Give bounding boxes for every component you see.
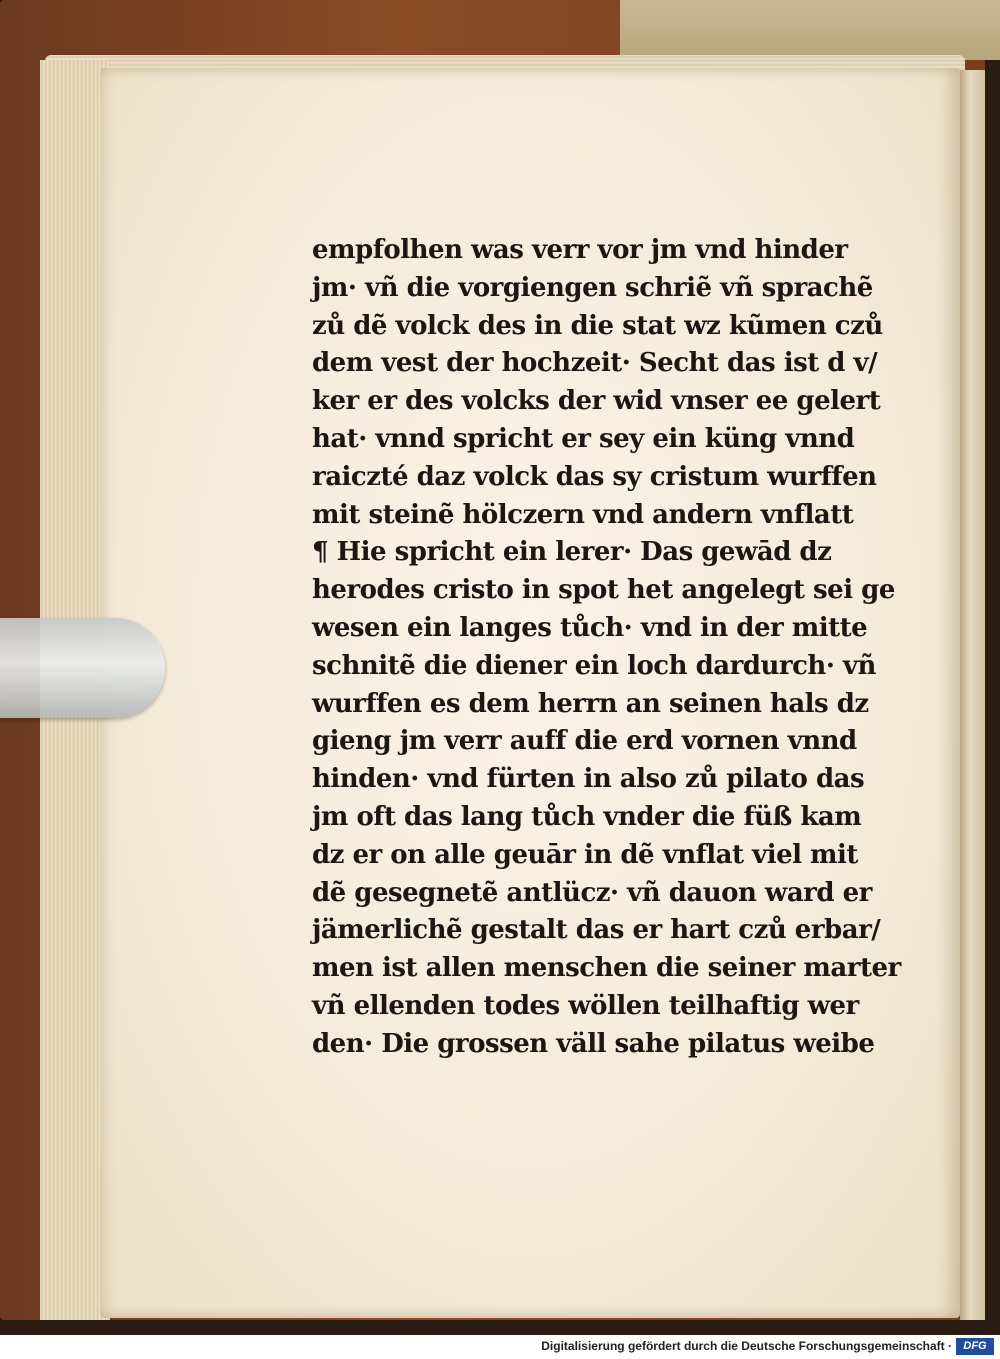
text-line: empfolhen was verr vor jm vnd hinder xyxy=(312,235,848,265)
page-holder-tab xyxy=(0,618,165,718)
text-line: ker er des volcks der wid vnser ee gelert xyxy=(312,386,881,417)
text-line: raiczté daz volck das sy cristum wurffen xyxy=(312,461,877,492)
text-line-with-paragraph-mark xyxy=(312,534,912,572)
text-line: men ist allen menschen die seiner marter xyxy=(312,953,901,984)
text-line: zů dẽ volck des in die stat wz kũmen czů xyxy=(312,310,883,341)
paragraph-mark-icon: ¶ xyxy=(312,537,329,568)
text-line: dẽ gesegnetẽ antlücz· vñ dauon ward er xyxy=(312,877,872,908)
text-line: wesen ein langes tůch· vnd in der mitte xyxy=(312,612,868,643)
text-line: schnitẽ die diener ein loch dardurch· vñ xyxy=(312,650,876,681)
text-line: jämerlichẽ gestalt das er hart czů erbar/ xyxy=(312,915,881,946)
text-line: wurffen es dem herrn an seinen hals dz xyxy=(312,688,869,719)
text-line-content: Hie spricht ein lerer· Das gewād dz xyxy=(336,537,832,568)
text-line: jm oft das lang tůch vnder die füß kam xyxy=(312,801,862,832)
binding-gutter xyxy=(960,70,985,1320)
text-line: gieng jm verr auff die erd vornen vnnd xyxy=(312,726,857,757)
text-line: dz er on alle geuār in dẽ vnflat viel mit xyxy=(312,839,858,870)
text-line: herodes cristo in spot het angelegt sei ge xyxy=(312,575,895,606)
text-line: jm· vñ die vorgiengen schriẽ vñ sprachẽ xyxy=(312,272,873,303)
funding-notice: Digitalisierung gefördert durch die Deutsche Forschungsgemeinschaft · xyxy=(541,1339,952,1353)
text-line: hat· vnnd spricht er sey ein küng vnnd xyxy=(312,423,855,454)
text-line: hinden· vnd fürten in also zů pilato das xyxy=(312,764,865,795)
text-line: vñ ellenden todes wöllen teilhaftig wer xyxy=(312,990,859,1021)
text-line: den· Die grossen väll sahe pilatus weibe xyxy=(312,1028,875,1059)
footer-bar xyxy=(0,1335,1000,1359)
cover-paper-label xyxy=(620,0,1000,60)
dfg-logo: DFG xyxy=(956,1338,994,1355)
text-line: mit steinẽ hölczern vnd andern vnflatt xyxy=(312,499,854,530)
text-line: dem vest der hochzeit· Secht das ist d v/ xyxy=(312,348,878,379)
text-block xyxy=(312,232,912,1064)
